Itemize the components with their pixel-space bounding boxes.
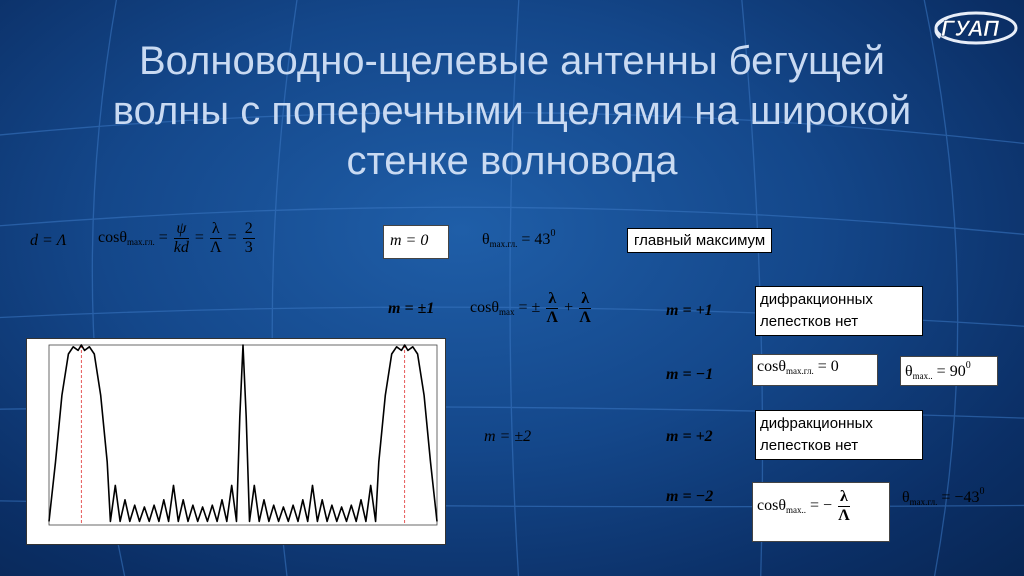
denominator: Λ (546, 309, 558, 326)
theta: θ (902, 489, 910, 506)
m-pm2-label: m = ±2 (484, 428, 532, 445)
cos-theta-text: cosθ (757, 497, 786, 515)
value: = 0 (817, 358, 839, 375)
value: = −43 (941, 489, 980, 506)
cos-theta-text: cosθ (98, 229, 127, 247)
fraction-lambda (579, 290, 591, 327)
formula-cos-theta-main (98, 220, 257, 257)
title-line-3: стенке волновода (346, 139, 678, 183)
fraction-psi-kd (174, 220, 189, 257)
plus: + (564, 299, 574, 317)
degree: 0 (965, 360, 971, 371)
numerator: λ (581, 290, 590, 307)
main-maximum-label (627, 228, 772, 253)
m0-label: m = 0 (390, 232, 429, 249)
value: = 43 (521, 231, 551, 248)
subscript: max (499, 307, 515, 318)
plot-frame (49, 345, 437, 525)
no-lobes-line-2: лепестков нет (760, 437, 859, 454)
no-lobes-box-2 (755, 410, 923, 460)
fraction-lambda (210, 220, 222, 257)
title-line-2: волны с поперечными щелями на широкой (112, 89, 912, 133)
subscript: max.гл. (489, 239, 518, 249)
subscript: max.. (786, 505, 806, 516)
denominator: Λ (579, 309, 591, 326)
cos-theta-pm1-formula (470, 290, 593, 327)
m-pm1-label: m = ±1 (388, 300, 435, 317)
formula-d-lambda: d = Λ (30, 232, 67, 249)
main-maximum-text: главный максимум (634, 232, 766, 249)
equals-pm: = ± (518, 299, 541, 317)
cos-zero-formula (757, 358, 839, 376)
cos-minus-box (752, 482, 890, 542)
numerator: λ (548, 290, 557, 307)
theta-main-formula (482, 228, 555, 249)
m-minus1-label: m = −1 (666, 366, 714, 383)
subscript: max.. (912, 371, 933, 381)
fraction-lambda (838, 488, 850, 525)
theta: θ (482, 231, 490, 248)
denominator: kd (173, 239, 189, 256)
theta-minus43-formula (902, 486, 984, 507)
m-minus2-label: m = −2 (666, 488, 714, 505)
cos-zero-box (752, 354, 878, 386)
no-lobes-line-2: лепестков нет (760, 313, 859, 330)
radiation-pattern-plot (26, 338, 446, 545)
numerator: 2 (244, 220, 253, 237)
no-lobes-box-1 (755, 286, 923, 336)
equals: = (158, 229, 168, 247)
pattern-curve-0 (49, 345, 437, 521)
radiation-pattern-svg (27, 339, 445, 544)
m-plus2-label: m = +2 (666, 428, 713, 445)
fraction-lambda (546, 290, 558, 327)
degree: 0 (979, 486, 985, 497)
no-lobes-line-1: дифракционных (760, 291, 873, 308)
denominator: Λ (209, 239, 222, 256)
degree: 0 (550, 228, 556, 239)
denominator: 3 (244, 239, 253, 256)
suai-logo-icon (918, 8, 1020, 48)
slide-title (20, 36, 1004, 186)
equals: = (227, 229, 237, 247)
numerator: ψ (174, 220, 189, 239)
logo-text: ГУАП (941, 16, 999, 41)
title-line-1: Волноводно-щелевые антенны бегущей (138, 39, 886, 83)
denominator: Λ (838, 507, 850, 524)
numerator: λ (840, 488, 848, 505)
subscript: max.гл. (786, 366, 814, 376)
fraction-two-thirds (243, 220, 255, 257)
cos-minus-formula (757, 488, 852, 525)
equals-minus: = − (810, 497, 833, 515)
no-lobes-line-1: дифракционных (760, 415, 873, 432)
numerator: λ (211, 220, 220, 237)
value: = 90 (936, 363, 966, 380)
cos-theta-text: cosθ (757, 358, 786, 375)
theta-90-formula (905, 360, 971, 381)
m0-box (383, 225, 449, 259)
theta-90-box (900, 356, 998, 386)
equals: = (194, 229, 204, 247)
m-plus1-label: m = +1 (666, 302, 713, 319)
subscript: max.гл. (127, 237, 155, 248)
theta: θ (905, 363, 913, 380)
subscript: max.гл. (909, 497, 938, 507)
cos-theta-text: cosθ (470, 299, 499, 317)
